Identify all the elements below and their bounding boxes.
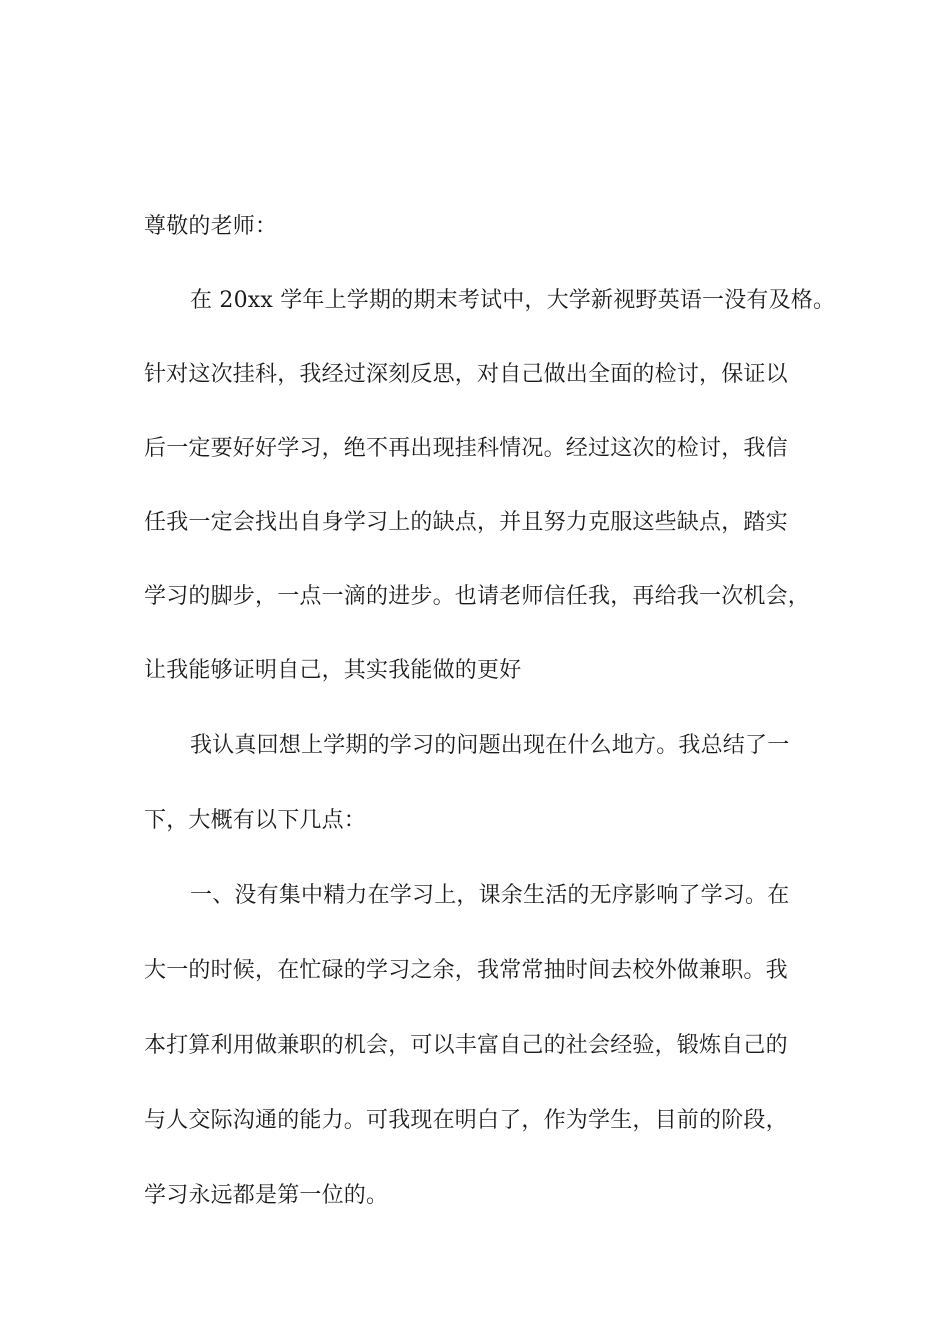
paragraph-1-line-6: 让我能够证明自己，其实我能做的更好 [144,658,522,683]
paragraph-3-line-1: 一、没有集中精力在学习上，课余生活的无序影响了学习。在 [190,883,790,908]
paragraph-1-line-4: 任我一定会找出自身学习上的缺点，并且努力克服这些缺点，踏实 [144,510,788,535]
salutation: 尊敬的老师： [144,214,278,239]
paragraph-3-line-3: 本打算利用做兼职的机会，可以丰富自己的社会经验，锻炼自己的 [144,1033,788,1058]
paragraph-3-line-2: 大一的时候，在忙碌的学习之余，我常常抽时间去校外做兼职。我 [144,958,788,983]
paragraph-3-line-5: 学习永远都是第一位的。 [144,1183,389,1208]
paragraph-2-line-1: 我认真回想上学期的学习的问题出现在什么地方。我总结了一 [190,733,790,758]
paragraph-3-line-4: 与人交际沟通的能力。可我现在明白了，作为学生，目前的阶段， [144,1108,788,1133]
paragraph-1-line-3: 后一定要好好学习，绝不再出现挂科情况。经过这次的检讨，我信 [144,436,788,461]
paragraph-2-line-2: 下，大概有以下几点： [144,808,367,833]
paragraph-1-line-1: 在 20xx 学年上学期的期末考试中，大学新视野英语一没有及格。 [190,288,836,313]
paragraph-1-line-5: 学习的脚步，一点一滴的进步。也请老师信任我，再给我一次机会， [144,584,811,609]
paragraph-1-line-2: 针对这次挂科，我经过深刻反思，对自己做出全面的检讨，保证以 [144,362,788,387]
